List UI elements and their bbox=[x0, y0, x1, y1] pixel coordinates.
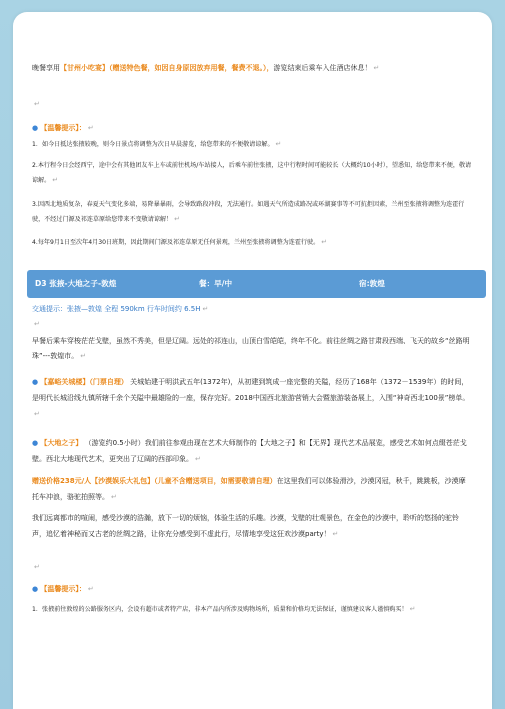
traffic-text: 交通提示：张掖—敦煌 全程 590km 行车时间约 6.5H bbox=[32, 305, 201, 313]
dinner-paragraph bbox=[32, 62, 472, 74]
desert-text: 我们远离都市的喧闹，感受沙漠的浩瀚，放下一切的烦恼，体验生活的乐趣。沙漠，戈壁的壮观景色，在金色的沙漠中，聆听的悠扬的驼铃声，追忆着神秘而又古老的丝绸之路，让你充分感受到不虚此行，尽情地享受这狂欢沙漠party！ bbox=[32, 514, 459, 538]
tips-item-1 bbox=[32, 138, 472, 151]
tips2-item-1 bbox=[32, 601, 472, 618]
para-mark: ↵ bbox=[409, 605, 416, 613]
para-mark: ↵ bbox=[34, 100, 40, 108]
para-mark: ↵ bbox=[87, 585, 94, 593]
dinner-end: 游览结束后乘车入住酒店休息！ bbox=[273, 64, 372, 72]
gift-note: （儿童不含赠送项目，如需要敬请自理） bbox=[154, 477, 277, 485]
tips-heading-2 bbox=[32, 583, 472, 595]
dadi-paragraph bbox=[32, 435, 472, 467]
para-mark: ↵ bbox=[111, 493, 117, 501]
empty-line bbox=[32, 318, 472, 330]
dinner-text: 晚餐享用 bbox=[32, 64, 60, 72]
para-mark: ↵ bbox=[52, 176, 59, 184]
para-mark: ↵ bbox=[34, 563, 40, 571]
tips2-item-text: 1．张掖前往敦煌的公路服务区内，会设有超市或者特产店，非本产品内所涉及购物场所，质量和价格均无法保证，谨慎建议客人谨慎购买！ bbox=[32, 606, 408, 613]
tips-item-text: 4.每年9月1日至次年4月30日班期，因此期间门源及祁连草原无任何景观，兰州至张掖将调整为连霍行驶。 bbox=[32, 239, 320, 246]
dadi-text: （游览约0.5小时）我们前往参观由现在艺术大师制作的【大地之子】和【无界】现代艺术品展览，感受艺术如何点缀苍茫戈壁。西北大地现代艺术，更突出了辽阔的西部印象。 bbox=[32, 439, 467, 463]
tips-title: 【温馨提示】： bbox=[40, 124, 86, 132]
para-mark: ↵ bbox=[87, 124, 94, 132]
tips-item-text: 1．如今日抵达张掖较晚，则今日景点将调整为次日早晨游览，给您带来的不便敬请谅解。 bbox=[32, 141, 274, 148]
tips-item-2 bbox=[32, 159, 472, 188]
intro-paragraph bbox=[32, 334, 472, 364]
empty-line bbox=[32, 561, 472, 573]
desert-paragraph bbox=[32, 510, 472, 542]
day-title: D3 张掖-大地之子-敦煌 bbox=[35, 279, 117, 288]
para-mark: ↵ bbox=[34, 410, 40, 418]
day-meal: 餐：早/中 bbox=[199, 279, 233, 288]
para-mark: ↵ bbox=[202, 305, 209, 313]
dinner-note: （赠送特色餐，如因自身原因放弃用餐，餐费不退。）， bbox=[109, 64, 274, 72]
bullet-icon: ● bbox=[32, 124, 39, 132]
para-mark: ↵ bbox=[195, 455, 201, 463]
bullet-icon: ● bbox=[32, 585, 39, 593]
para-mark: ↵ bbox=[34, 320, 40, 328]
tips-item-text: 2.本行程今日会经西宁，途中会有其他团友车上车或前往机场/车站接人，后乘车前往张掖，这中行程时间可能较长（大概约10小时），望悉知，给您带来不便，敬请谅解。 bbox=[32, 162, 472, 184]
para-mark: ↵ bbox=[275, 140, 282, 148]
bullet-icon: ● bbox=[32, 439, 39, 447]
para-mark: ↵ bbox=[80, 352, 87, 360]
tips-item-text: 3.因西北地质复杂，春夏天气变化多端，易降暴暴雨，会导致路段冲段，无法通行。如遇天气所造成路况或环湖赛事等不可抗拒因素，兰州至张掖将调整为连霍行驶，不经过门源及祁连草原给您带来不变敬请谅解！ bbox=[32, 201, 465, 223]
tips-heading bbox=[32, 122, 472, 134]
jiayuguan-text: 关城始建于明洪武五年(1372年)，从初建到筑成一座完整的关隘，经历了168年（1372－1539年）的时间，是明代长城沿线九镇所辖千余个关隘中最雄险的一座，保存完好。2018中国西北旅游营销大会暨旅游装备展上，入围“神奇西北100景”榜单。 bbox=[32, 378, 470, 402]
bullet-icon: ● bbox=[32, 378, 39, 386]
gift-text-end: ，秋千，跳跳板，沙漠摩托车冲浪，骆驼拍照等。 bbox=[32, 477, 466, 501]
jiayuguan-paragraph bbox=[32, 374, 472, 422]
gift-paragraph bbox=[32, 473, 472, 505]
para-mark: ↵ bbox=[373, 64, 380, 72]
intro-text: 早餐后乘车穿梭茫茫戈壁，虽然不秀美，但是辽阔。远处的祁连山，山顶白雪皑皑，终年不化。前往丝绸之路甘肃段西端、飞天的故乡“丝路明珠”---敦煌市。 bbox=[32, 337, 470, 360]
tips-title-2: 【温馨提示】： bbox=[40, 585, 86, 593]
day-stay: 宿:敦煌 bbox=[359, 279, 385, 288]
empty-line bbox=[32, 98, 472, 110]
tips-item-4 bbox=[32, 236, 472, 249]
para-mark: ↵ bbox=[321, 238, 328, 246]
para-mark: ↵ bbox=[174, 215, 181, 223]
tips-item-3 bbox=[32, 198, 472, 227]
gift-title: 赠送价格238元/人【沙漠娱乐大礼包】 bbox=[32, 477, 155, 485]
day-header bbox=[27, 270, 486, 298]
jiayuguan-title: 【嘉峪关城楼】（门票自理） bbox=[40, 378, 128, 386]
para-mark: ↵ bbox=[332, 530, 339, 538]
traffic-tip bbox=[32, 303, 472, 315]
dinner-highlight: 【甘州小吃宴】 bbox=[60, 64, 109, 72]
dadi-title: 【大地之子】 bbox=[40, 439, 83, 447]
gift-text: 在这里我们可以体验滑沙，沙漠冈冠 bbox=[276, 477, 389, 485]
